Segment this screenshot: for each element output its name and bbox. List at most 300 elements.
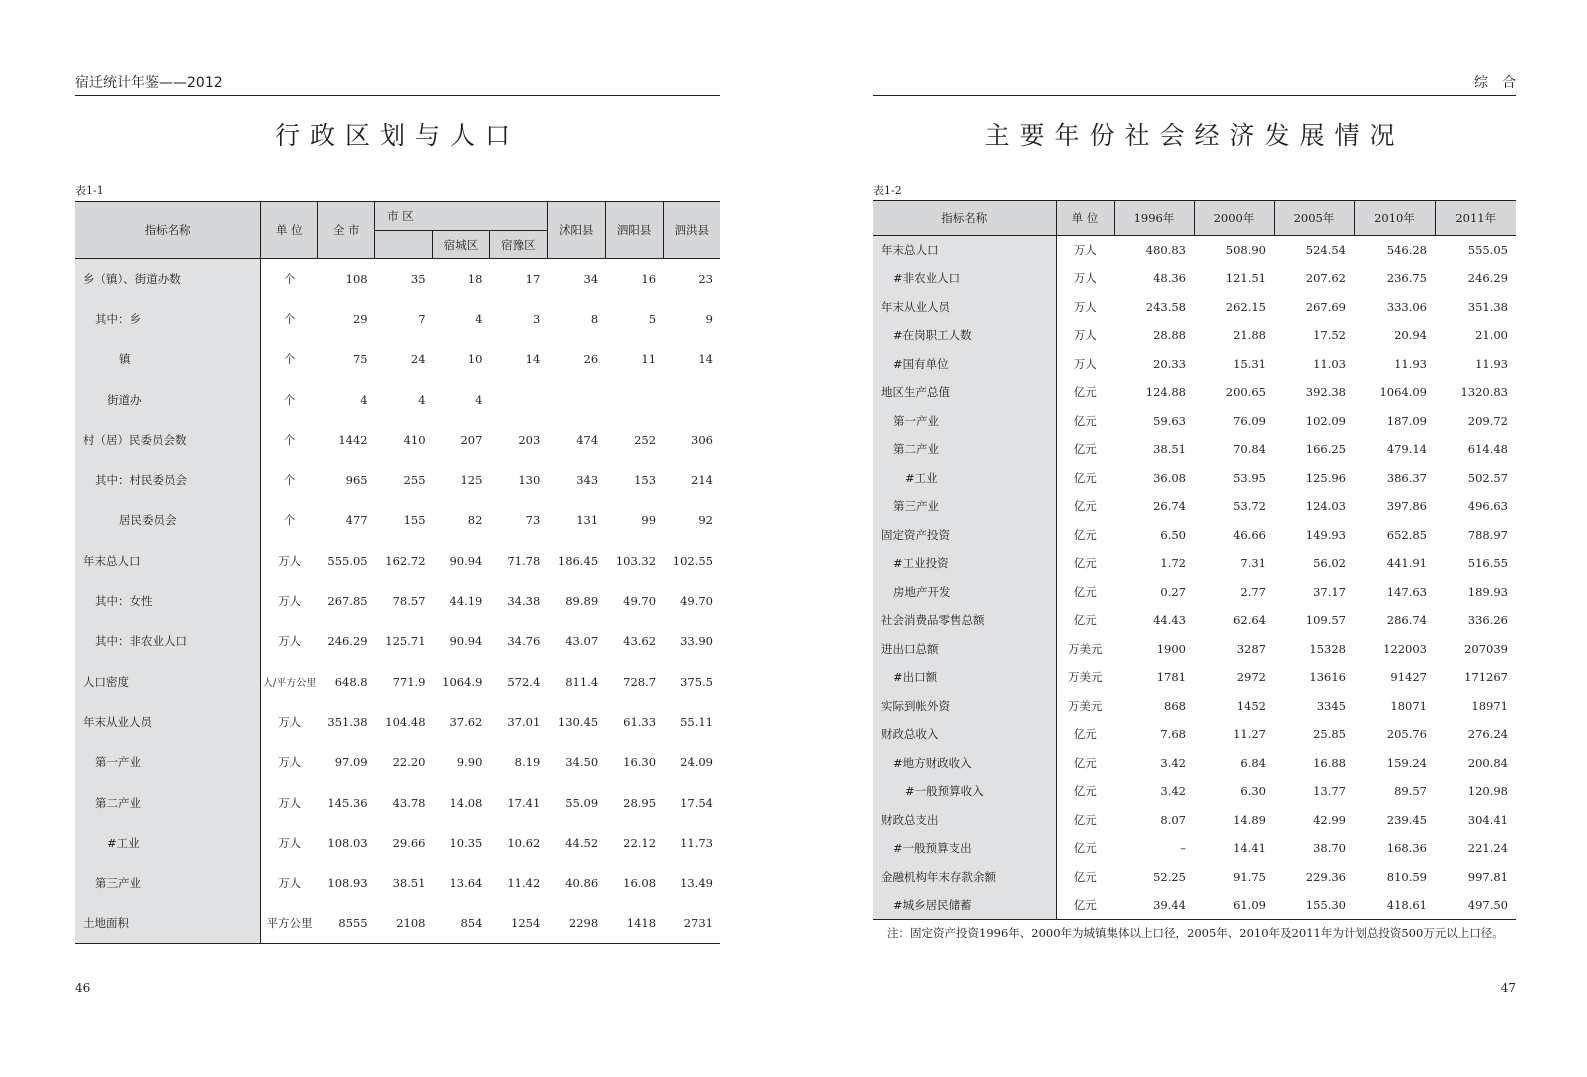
row-value: 70.84: [1233, 442, 1266, 457]
row-value: 99: [641, 513, 657, 528]
row-indicator-name: 房地产开发: [873, 578, 1056, 607]
row-value: 55.11: [680, 714, 713, 729]
row-unit: 万人: [278, 755, 302, 770]
row-indicator-name: 人口密度: [75, 661, 261, 701]
row-value: 203: [518, 432, 541, 447]
row-value: 3287: [1236, 641, 1266, 656]
row-value: 351.38: [327, 714, 368, 729]
row-unit: 万人: [278, 634, 302, 649]
table-row: [873, 435, 1516, 464]
row-value: 10.35: [449, 835, 483, 850]
row-value: 130.45: [557, 714, 599, 729]
row-value: 214: [691, 473, 713, 488]
row-value: 131: [576, 513, 599, 528]
row-indicator-name: 居民委员会: [75, 500, 261, 540]
row-value: 11.42: [507, 876, 541, 891]
row-value: 44.52: [565, 835, 599, 850]
row-value: 474: [576, 432, 599, 447]
row-value: 40.86: [565, 876, 599, 891]
row-value: 351.38: [1467, 299, 1508, 314]
yearbook-title: 宿迁统计年鉴——2012: [75, 75, 223, 91]
row-indicator-name: 实际到帐外资: [873, 692, 1056, 721]
header-year-2000: 2000年: [1194, 201, 1274, 236]
row-indicator-name: #在岗职工人数: [873, 321, 1056, 350]
row-value: 1320.83: [1460, 385, 1508, 400]
row-value: 59.63: [1153, 413, 1186, 428]
row-value: 166.25: [1305, 442, 1346, 457]
row-value: 125.96: [1305, 470, 1346, 485]
row-value: 43.78: [392, 795, 426, 810]
row-value: 15.31: [1233, 356, 1266, 371]
row-value: 2298: [568, 916, 599, 931]
row-value: 11.73: [680, 835, 713, 850]
row-value: 14: [525, 352, 541, 367]
row-unit: 亿元: [1073, 584, 1097, 599]
row-unit: 亿元: [1073, 727, 1097, 742]
table-row: [873, 578, 1516, 607]
row-value: 34.38: [507, 594, 541, 609]
row-value: 276.24: [1467, 727, 1508, 742]
row-value: 97.09: [334, 755, 368, 770]
row-value: 6.50: [1160, 527, 1186, 542]
row-value: 14.08: [449, 795, 483, 810]
header-sucheng: 宿城区: [433, 231, 490, 259]
row-unit: 亿元: [1073, 755, 1097, 770]
row-unit: 亿元: [1073, 413, 1097, 428]
row-value: 546.28: [1386, 243, 1427, 257]
row-value: 200.84: [1467, 755, 1508, 770]
table-row: [873, 236, 1516, 265]
row-unit: 万人: [278, 795, 302, 810]
row-unit: 亿元: [1073, 613, 1097, 628]
row-value: 2972: [1236, 670, 1266, 685]
row-value: 1452: [1236, 698, 1266, 713]
row-indicator-name: #工业: [75, 823, 261, 863]
row-unit: 个: [283, 392, 296, 407]
row-unit: 万人: [1073, 271, 1097, 286]
table-row: [873, 350, 1516, 379]
left-page: [75, 0, 720, 1077]
row-indicator-name: 土地面积: [75, 903, 261, 943]
row-value: 1900: [1156, 641, 1186, 656]
table-row: [873, 378, 1516, 407]
row-value: 810.59: [1386, 869, 1427, 884]
table-number-left: 表1-1: [75, 184, 104, 197]
row-value: 13.49: [680, 876, 713, 891]
row-indicator-name: 第三产业: [75, 863, 261, 903]
section-name: 综合: [1474, 75, 1530, 91]
row-unit: 万人: [1073, 356, 1097, 371]
row-value: 125: [460, 473, 483, 488]
table-row: [873, 293, 1516, 322]
table-row: [75, 782, 720, 822]
row-value: 811.4: [565, 674, 599, 689]
row-value: 21.88: [1233, 328, 1266, 343]
row-value: 44.43: [1153, 613, 1186, 628]
row-value: 36.08: [1153, 470, 1186, 485]
row-value: 73: [525, 513, 541, 528]
table-row: [75, 379, 720, 419]
row-indicator-name: 年末从业人员: [873, 293, 1056, 322]
header-indicator: 指标名称: [873, 201, 1056, 236]
row-value: 23: [698, 271, 713, 286]
header-suyu: 宿豫区: [489, 231, 547, 259]
row-value: 6.84: [1240, 755, 1266, 770]
row-unit: 万人: [278, 714, 302, 729]
row-value: 18971: [1471, 698, 1508, 713]
row-value: 90.94: [449, 634, 483, 649]
row-value: 145.36: [327, 795, 368, 810]
row-value: 125.71: [385, 634, 426, 649]
table-row: [75, 339, 720, 379]
row-value: 771.9: [392, 674, 426, 689]
row-value: 304.41: [1467, 812, 1508, 827]
row-indicator-name: 其中：乡: [75, 299, 261, 339]
row-value: 76.09: [1233, 413, 1266, 428]
row-indicator-name: 其中：女性: [75, 581, 261, 621]
row-value: 3345: [1316, 698, 1346, 713]
header-year-1996: 1996年: [1114, 201, 1194, 236]
running-head-right: [873, 74, 1530, 96]
row-indicator-name: 社会消费品零售总额: [873, 606, 1056, 635]
row-indicator-name: 第二产业: [873, 435, 1056, 464]
row-value: 29.66: [392, 835, 426, 850]
row-indicator-name: #城乡居民储蓄: [873, 891, 1056, 920]
header-indicator: 指标名称: [75, 202, 261, 259]
row-value: 48.36: [1153, 271, 1186, 286]
table-row: [873, 635, 1516, 664]
row-value: 24.09: [680, 755, 713, 770]
row-value: 124.03: [1305, 499, 1346, 514]
table-row: [873, 321, 1516, 350]
row-indicator-name: #国有单位: [873, 350, 1056, 379]
administrative-population-table: [75, 201, 720, 944]
row-value: 2108: [396, 916, 426, 931]
row-value: 20.94: [1394, 328, 1427, 343]
row-value: 149.93: [1305, 527, 1346, 542]
row-unit: 亿元: [1073, 784, 1097, 799]
header-unit: 单 位: [261, 202, 318, 259]
row-value: 3: [532, 311, 541, 326]
row-value: 121.51: [1225, 271, 1266, 286]
row-value: 246.29: [327, 634, 368, 649]
row-value: 267.69: [1305, 299, 1346, 314]
row-indicator-name: 街道办: [75, 379, 261, 419]
table-row: [75, 863, 720, 903]
row-value: 75: [352, 352, 368, 367]
header-whole-city: 全 市: [318, 202, 375, 259]
row-unit: 万人: [278, 594, 302, 609]
row-value: 91427: [1390, 670, 1427, 685]
row-value: 189.93: [1467, 584, 1508, 599]
header-shuyang: 沭阳县: [547, 202, 605, 259]
page-number-right: 47: [1500, 981, 1516, 995]
row-value: 39.44: [1153, 898, 1186, 912]
row-value: 572.4: [507, 674, 541, 689]
row-value: 8.19: [514, 755, 541, 770]
row-value: 21.00: [1475, 328, 1508, 343]
row-value: 24: [410, 352, 426, 367]
row-value: 29: [352, 311, 368, 326]
row-value: 16.08: [623, 876, 657, 891]
table-row: [873, 806, 1516, 835]
row-value: 108: [345, 271, 368, 286]
row-value: 9.90: [456, 755, 483, 770]
row-value: 103.32: [615, 553, 657, 568]
row-unit: 亿元: [1073, 898, 1097, 912]
header-year-2005: 2005年: [1274, 201, 1354, 236]
row-indicator-name: 第一产业: [75, 742, 261, 782]
row-value: 37.17: [1313, 584, 1346, 599]
row-value: 8555: [338, 916, 368, 931]
row-unit: 个: [283, 311, 296, 326]
row-value: 1781: [1156, 670, 1186, 685]
row-value: 252: [634, 432, 657, 447]
row-value: 13.77: [1313, 784, 1346, 799]
row-value: 788.97: [1467, 527, 1508, 542]
row-value: 34.50: [565, 755, 599, 770]
row-value: 11: [641, 352, 657, 367]
row-unit: 人/平方公里: [262, 678, 317, 690]
row-indicator-name: #工业: [873, 464, 1056, 493]
row-value: 49.70: [680, 594, 713, 609]
row-value: 728.7: [623, 674, 657, 689]
row-value: 479.14: [1386, 442, 1427, 457]
row-indicator-name: 地区生产总值: [873, 378, 1056, 407]
row-value: 16.88: [1313, 755, 1346, 770]
row-value: 502.57: [1467, 470, 1508, 485]
row-value: 965: [345, 473, 368, 488]
table-row: [873, 492, 1516, 521]
row-indicator-name: 年末从业人员: [75, 702, 261, 742]
table-row: [75, 541, 720, 581]
row-value: 1064.09: [1379, 385, 1427, 400]
table-row: [873, 549, 1516, 578]
row-value: 28.95: [623, 795, 657, 810]
row-value: 38.51: [392, 876, 426, 891]
table-row: [75, 702, 720, 742]
row-value: 186.45: [557, 553, 599, 568]
table-body-right: [873, 236, 1516, 920]
row-value: 306: [691, 432, 713, 447]
table-number-right: 表1-2: [873, 184, 902, 197]
table-row: [873, 863, 1516, 892]
row-indicator-name: 财政总支出: [873, 806, 1056, 835]
row-value: 614.48: [1467, 442, 1508, 457]
table-row: [75, 500, 720, 540]
row-indicator-name: #地方财政收入: [873, 749, 1056, 778]
table-row: [75, 460, 720, 500]
row-value: 13.64: [449, 876, 483, 891]
row-value: 37.01: [507, 714, 541, 729]
row-value: 7: [418, 311, 426, 326]
row-unit: 万人: [1073, 299, 1097, 314]
row-value: 418.61: [1386, 898, 1427, 912]
row-value: 34.76: [507, 634, 541, 649]
row-indicator-name: #非农业人口: [873, 264, 1056, 293]
row-value: 207: [460, 432, 483, 447]
row-value: 4: [418, 392, 426, 407]
row-indicator-name: 年末总人口: [75, 541, 261, 581]
row-unit: 个: [283, 352, 296, 367]
row-value: 1254: [511, 916, 541, 931]
row-value: 555.05: [327, 553, 368, 568]
row-value: 4: [360, 392, 368, 407]
row-value: 392.38: [1305, 385, 1346, 400]
row-value: 868: [1164, 698, 1186, 713]
row-value: 17: [525, 271, 541, 286]
row-value: 11.27: [1233, 727, 1266, 742]
row-value: 17.54: [680, 795, 713, 810]
row-unit: 万人: [278, 876, 302, 891]
row-indicator-name: 财政总收入: [873, 720, 1056, 749]
row-value: 441.91: [1386, 556, 1427, 571]
row-value: 410: [403, 432, 426, 447]
row-value: 262.15: [1225, 299, 1266, 314]
row-value: 5: [648, 311, 657, 326]
row-value: 652.85: [1386, 527, 1427, 542]
row-value: 108.03: [327, 835, 368, 850]
row-value: 516.55: [1467, 556, 1508, 571]
row-value: 155: [403, 513, 426, 528]
right-page: [873, 0, 1530, 1077]
row-value: 38.70: [1313, 841, 1346, 856]
row-value: 8: [590, 311, 599, 326]
row-value: 153: [634, 473, 657, 488]
row-value: 89.57: [1394, 784, 1427, 799]
header-siyang: 泗阳县: [605, 202, 663, 259]
row-value: 168.36: [1386, 841, 1427, 856]
row-value: 49.70: [623, 594, 657, 609]
table-row: [873, 720, 1516, 749]
row-unit: 亿元: [1073, 385, 1097, 400]
table-row: [75, 299, 720, 339]
row-unit: 个: [283, 271, 296, 286]
row-value: 159.24: [1386, 755, 1427, 770]
row-value: 91.75: [1233, 869, 1266, 884]
row-value: 497.50: [1467, 898, 1508, 912]
row-value: 17.41: [507, 795, 541, 810]
row-value: 15328: [1309, 641, 1346, 656]
row-indicator-name: 第三产业: [873, 492, 1056, 521]
row-value: 28.88: [1153, 328, 1186, 343]
row-indicator-name: 第二产业: [75, 782, 261, 822]
table-row: [873, 407, 1516, 436]
table-row: [873, 834, 1516, 863]
table-row: [873, 521, 1516, 550]
table-row: [873, 749, 1516, 778]
page-title-right: 主要年份社会经济发展情况: [984, 121, 1405, 150]
row-value: 0.27: [1160, 584, 1186, 599]
table-row: [75, 621, 720, 661]
row-indicator-name: 其中：村民委员会: [75, 460, 261, 500]
row-value: 104.48: [385, 714, 426, 729]
row-value: 147.63: [1386, 584, 1427, 599]
header-year-2011: 2011年: [1435, 201, 1516, 236]
row-value: 3.42: [1160, 784, 1186, 799]
row-value: 46.66: [1233, 527, 1266, 542]
row-value: 37.62: [449, 714, 483, 729]
row-value: 33.90: [680, 634, 713, 649]
row-value: 236.75: [1386, 271, 1427, 286]
table-row: [75, 259, 720, 299]
row-value: 1064.9: [442, 674, 483, 689]
row-value: 3.42: [1160, 755, 1186, 770]
row-value: 16: [641, 271, 657, 286]
row-value: 477: [345, 513, 368, 528]
row-unit: 个: [283, 473, 296, 488]
row-value: 375.5: [680, 674, 713, 689]
running-head-left: [75, 74, 720, 96]
row-value: 22.12: [623, 835, 657, 850]
row-value: 13616: [1309, 670, 1346, 685]
row-unit: 万人: [1073, 243, 1097, 257]
header-city-districts-total: [375, 231, 433, 259]
row-value: 35: [410, 271, 426, 286]
row-value: 102.09: [1305, 413, 1346, 428]
table-row: [75, 742, 720, 782]
table-row: [873, 663, 1516, 692]
row-value: 10: [467, 352, 483, 367]
row-value: 4: [475, 311, 483, 326]
row-value: 7.68: [1160, 727, 1186, 742]
header-year-2010: 2010年: [1354, 201, 1435, 236]
row-value: 14: [698, 352, 713, 367]
row-unit: 亿元: [1073, 470, 1097, 485]
row-value: 78.57: [392, 594, 426, 609]
row-value: 2731: [683, 916, 713, 931]
row-value: 333.06: [1386, 299, 1427, 314]
row-indicator-name: 进出口总额: [873, 635, 1056, 664]
row-unit: 万人: [1073, 328, 1097, 343]
table-row: [873, 464, 1516, 493]
row-value: 56.02: [1313, 556, 1346, 571]
row-indicator-name: 固定资产投资: [873, 521, 1056, 550]
page-number-left: 46: [75, 981, 91, 995]
row-value: 1.72: [1160, 556, 1186, 571]
row-value: 124.88: [1145, 385, 1186, 400]
table-row: [75, 420, 720, 460]
row-value: [547, 379, 605, 419]
table-row: [75, 581, 720, 621]
row-unit: 万美元: [1068, 641, 1103, 656]
row-indicator-name: #一般预算支出: [873, 834, 1056, 863]
row-indicator-name: #一般预算收入: [873, 777, 1056, 806]
row-unit: 亿元: [1073, 841, 1097, 856]
row-value: 187.09: [1386, 413, 1427, 428]
row-value: 239.45: [1386, 812, 1427, 827]
row-indicator-name: #工业投资: [873, 549, 1056, 578]
row-value: 200.65: [1225, 385, 1266, 400]
row-value: 62.64: [1233, 613, 1266, 628]
row-value: 397.86: [1386, 499, 1427, 514]
row-unit: 亿元: [1073, 812, 1097, 827]
row-value: 14.41: [1233, 841, 1266, 856]
table-row: [873, 264, 1516, 293]
row-indicator-name: 年末总人口: [873, 236, 1056, 265]
row-unit: 万人: [278, 553, 302, 568]
row-value: 42.99: [1313, 812, 1346, 827]
table-row: [75, 661, 720, 701]
table-row: [873, 891, 1516, 920]
row-value: 61.09: [1233, 898, 1266, 912]
row-value: 109.57: [1305, 613, 1346, 628]
row-value: [663, 379, 720, 419]
row-unit: 亿元: [1073, 442, 1097, 457]
row-indicator-name: 镇: [75, 339, 261, 379]
row-value: 120.98: [1467, 784, 1508, 799]
row-unit: 亿元: [1073, 527, 1097, 542]
